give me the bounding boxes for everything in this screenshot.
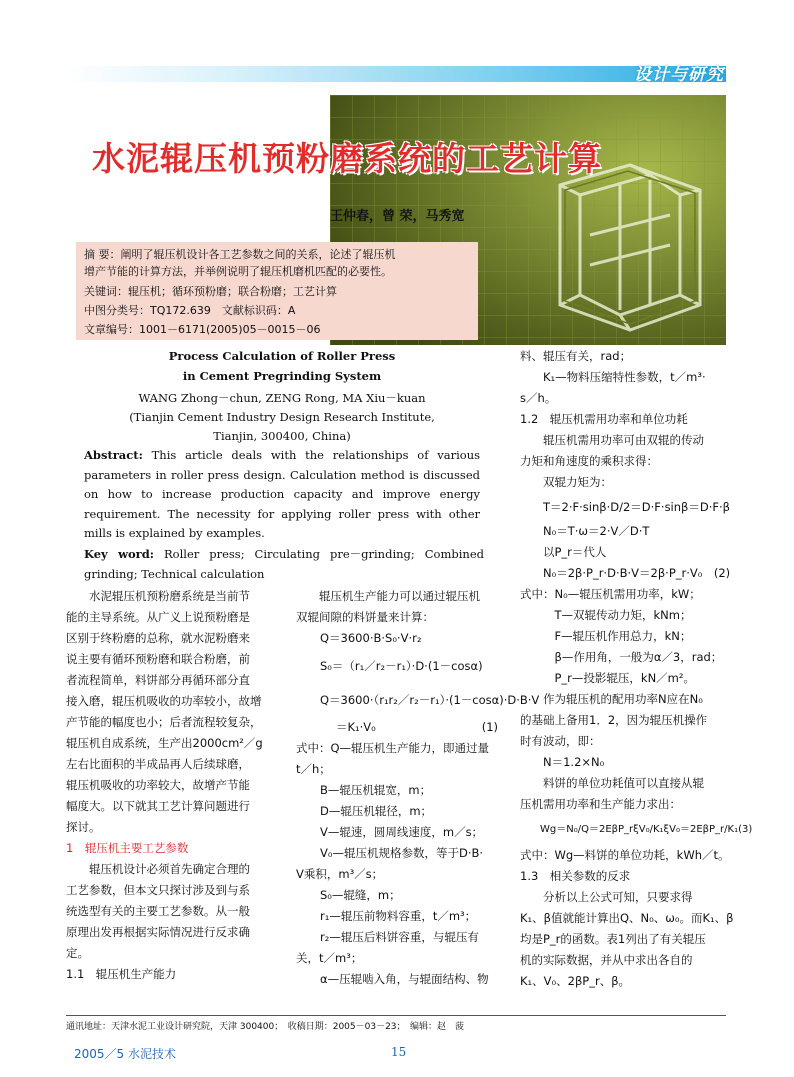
abstract-line-2: 增产节能的计算方法，并举例说明了辊压机磨机匹配的必要性。 [84,265,392,278]
body-line: 统选型有关的主要工艺参数。从一般 [66,904,250,918]
body-line: 能的主导系统。从广义上说预粉磨是 [66,610,250,624]
body-line: s／h。 [520,391,557,405]
body-line: 辊压机设计必须首先确定合理的 [66,862,250,876]
definition-line: P_r—投影辊压，kN／m²。 [520,671,695,685]
body-line: K₁—物料压缩特性参数，t／m³· [520,370,706,384]
article-number: 文章编号：1001－6171(2005)05－0015－06 [84,323,321,336]
definition-line: 关，t／m³； [296,951,363,965]
footnote: 通讯地址：天津水泥工业设计研究院，天津 300400； 收稿日期：2005－03－23； 编辑：赵 菠 [66,1022,465,1032]
keyword-text: Roller press; Circulating pre－grinding; Combined grinding; Technical calculation [84,547,484,581]
body-line: 说主要有循环预粉磨和联合粉磨，前 [66,652,250,666]
column-3 [520,346,753,992]
journal-footer: 2005／5 水泥技术 [74,1047,176,1061]
equation-n0: N₀＝T·ω＝2·V／D·T [520,524,650,538]
body-line: 料、辊压有关，rad； [520,349,632,363]
body-line: K₁、β值就能计算出Q、N₀、ω₀。而K₁、β [520,911,734,925]
definition-line: T—双辊传动力矩，kNm； [520,608,692,622]
body-line: 者流程简单，料饼部分再循环部分直 [66,673,250,687]
body-line: K₁、V₀、2βP_r、β。 [520,974,631,988]
keywords-cn: 关键词：辊压机；循环预粉磨；联合粉磨；工艺计算 [84,285,337,298]
english-title-line-2: in Cement Pregrinding System [182,369,382,383]
article-title: 水泥辊压机预粉磨系统的工艺计算 [92,139,602,178]
english-affiliation-1: (Tianjin Cement Industry Design Research Institute, [129,410,435,424]
definition-line: F—辊压机作用总力，kN； [520,629,692,643]
body-line: 式中：Q—辊压机生产能力，即通过量 [296,741,490,755]
equation-q: Q＝3600·B·S₀·V·r₂ [320,631,422,645]
body-line: 时有波动，即： [520,734,601,748]
body-line: 式中：N₀—辊压机需用功率，kW； [520,587,701,601]
definition-line: α—压辊啮入角，与辊面结构、物 [320,972,489,986]
column-2 [296,586,540,990]
subsection-heading-1-2: 1.2 辊压机需用功率和单位功耗 [520,412,688,426]
body-line: 双辊力矩为： [520,475,612,489]
section-heading-1: 1 辊压机主要工艺参数 [66,841,189,855]
body-line: 原理出发再根据实际情况进行反求确 [66,925,250,939]
english-abstract [84,446,480,544]
subsection-heading-1-1: 1.1 辊压机生产能力 [66,967,177,981]
body-line: 定。 [66,946,89,960]
body-line: 双辊间隙的料饼量来计算： [296,610,434,624]
body-line: 辊压机自成系统，生产出2000cm²／g [66,736,263,750]
column-1 [66,586,276,985]
body-line: 水泥辊压机预粉磨系统是当前节 [66,589,250,603]
definition-line: β—作用角，一般为α／3，rad； [520,650,723,664]
abstract-label: Abstract: [84,448,143,462]
english-title-line-1: Process Calculation of Roller Press [168,349,396,363]
clc-number: 中图分类号：TQ172.639 文献标识码：A [84,304,296,317]
definition-line: V乘积，m³／s； [296,867,384,881]
body-line: 辊压机需用功率可由双辊的传动 [520,433,704,447]
body-line: 接入磨，辊压机吸收的功率较小，故增 [66,694,262,708]
body-line: 以P_r＝代人 [520,545,607,559]
abstract-box-cn [76,242,478,340]
definition-line: S₀—辊缝，m； [320,888,401,902]
header-band [66,66,726,82]
body-line: 幅度大。以下就其工艺计算问题进行 [66,799,250,813]
keyword-label: Key word: [84,547,154,561]
definition-line: V₀—辊压机规格参数，等于D·B· [320,846,484,860]
body-line: 料饼的单位功耗值可以直接从辊 [520,776,704,790]
equation-number-1: (1) [481,720,498,734]
definition-line: r₁—辊压前物料容重，t／m³； [320,909,477,923]
body-line: 的基础上备用1．2，因为辊压机操作 [520,713,708,727]
english-affiliation-2: Tianjin, 300400, China) [213,429,351,443]
abstract-text: This article deals with the relationships of various parameters in roller press design. Calculation method is discussed on how to increase production capacity and improve energy requirement. The necessity for applying roller press with other mills is explained by examples. [84,448,481,541]
body-line: 探讨。 [66,820,101,834]
body-line: 式中：Wg—料饼的单位功耗，kWh／t。 [520,848,730,862]
equation-3: Wg＝N₀/Q＝2EβP_rξV₀/K₁ξV₀＝2EβP_r/K₁(3) [520,824,753,835]
equation-torque: T＝2·F·sinβ·D/2＝D·F·sinβ＝D·F·β [520,500,730,514]
equation-s0: S₀＝（r₁／r₂－r₁）·D·(1－cosα) [320,659,483,673]
body-line: 均是P_r的函数。表1列出了有关辊压 [520,932,706,946]
body-line: 左右比面积的半成品再人后续球磨， [66,757,250,771]
english-keywords [84,545,484,584]
body-line: 区别于终粉磨的总称，就水泥粉磨来 [66,631,250,645]
authors-cn: 王仲春，曾 荣，马秀宽 [330,209,465,224]
body-line: 分析以上公式可知，只要求得 [520,890,693,904]
definition-line: V—辊速，圆周线速度，m／s； [320,825,484,839]
definition-line: r₂—辊压后料饼容重，与辊压有 [320,930,479,944]
abstract-line-1: 摘 要：阐明了辊压机设计各工艺参数之间的关系，论述了辊压机 [84,248,396,261]
body-line: 力矩和角速度的乘积求得： [520,454,658,468]
body-line: 压机需用功率和生产能力求出： [520,797,681,811]
body-line: 机的实际数据，并从中求出各自的 [520,953,693,967]
body-line: 产节能的幅度也小；后者流程较复杂， [66,715,262,729]
page-number: 15 [391,1045,407,1059]
section-tag: 设计与研究 [634,65,724,85]
equation-k1v0: ＝K₁·V₀ [336,720,376,734]
body-line: t／h； [296,762,331,776]
equation-n: N＝1.2×N₀ [520,755,605,769]
body-line: 辊压机吸收的功率较大，故增产节能 [66,778,250,792]
footnote-divider [66,1015,726,1016]
definition-line: B—辊压机辊宽，m； [320,783,432,797]
subsection-heading-1-3: 1.3 相关参数的反求 [520,869,631,883]
english-authors: WANG Zhong－chun, ZENG Rong, MA Xiu－kuan [138,391,426,405]
equation-q-expanded: Q＝3600·（r₁r₂／r₂－r₁）·(1－cosα)·D·B·V [320,693,540,707]
body-line: 辊压机生产能力可以通过辊压机 [296,589,480,603]
definition-line: D—辊压机辊径，m； [320,804,433,818]
body-line: 作为辊压机的配用功率N应在N₀ [520,692,703,706]
equation-2: N₀＝2β·P_r·D·B·V＝2β·P_r·V₀ (2) [520,566,731,580]
body-line: 工艺参数，但本文只探讨涉及到与系 [66,883,250,897]
